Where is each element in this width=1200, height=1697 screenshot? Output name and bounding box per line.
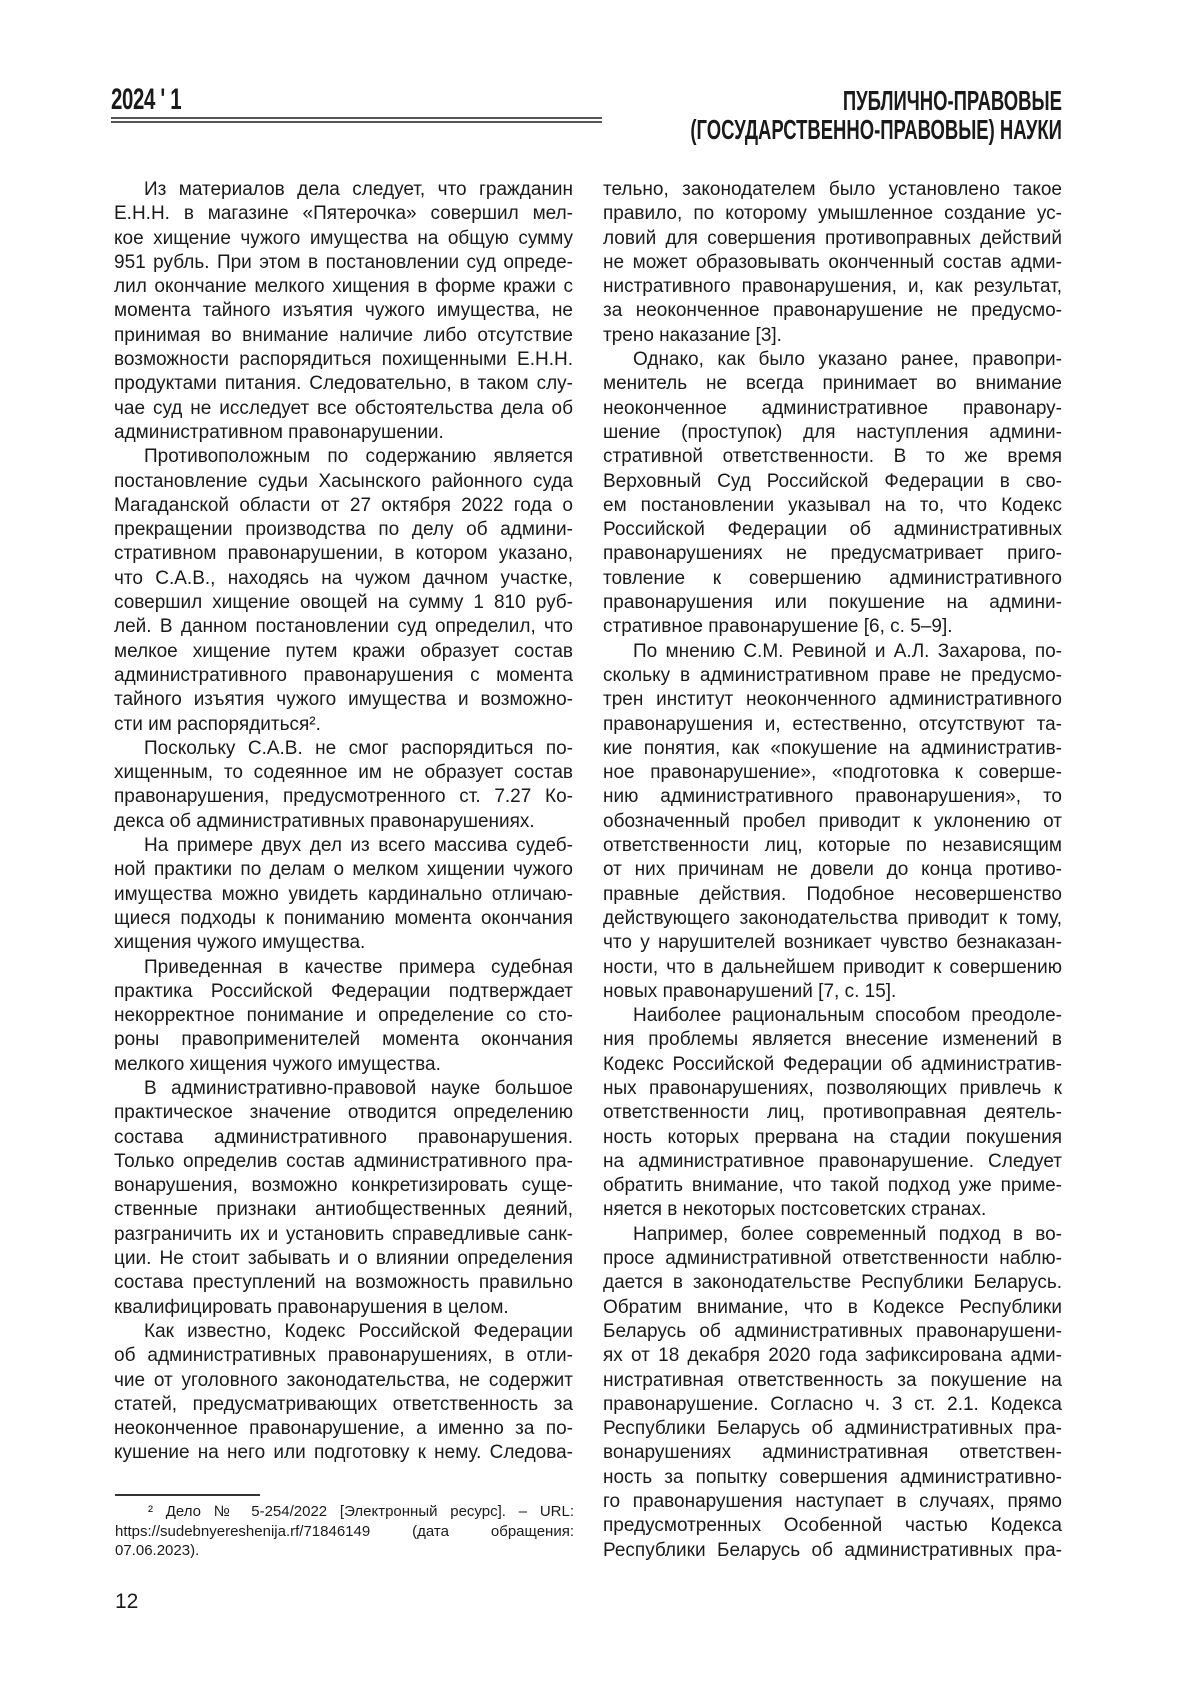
text-line: правонарушения или покушение на админи- — [603, 591, 1062, 615]
text-line: Наиболее рациональным способом преодоле- — [603, 1004, 1062, 1028]
paragraph — [603, 178, 1062, 348]
text-line: Верховный Суд Российской Федерации в сво- — [603, 470, 1062, 494]
text-line: продуктами питания. Следовательно, в таком слу- — [114, 372, 573, 396]
text-line: Республики Беларусь об административных пра- — [603, 1539, 1062, 1563]
text-line: трено наказание [3]. — [603, 324, 1062, 348]
text-line: дается в законодательстве Республики Беларусь. — [603, 1271, 1062, 1295]
text-line: момента тайного изъятия чужого имущества, не — [114, 299, 573, 323]
text-line: состава административного правонарушения. — [114, 1126, 573, 1150]
text-line: чае суд не исследует все обстоятельства дела об — [114, 397, 573, 421]
text-line: административном правонарушении. — [114, 421, 573, 445]
text-line: прекращении производства по делу об админи- — [114, 518, 573, 542]
text-line: хищения чужого имущества. — [114, 931, 573, 955]
text-line: Как известно, Кодекс Российской Федерации — [114, 1320, 573, 1344]
text-line: Из материалов дела следует, что гражданин — [114, 178, 573, 202]
section-title-line-1: ПУБЛИЧНО-ПРАВОВЫЕ — [690, 86, 1062, 115]
text-line: постановление судьи Хасынского районного суда — [114, 470, 573, 494]
text-line: 951 рубль. При этом в постановлении суд опреде- — [114, 251, 573, 275]
paragraph — [114, 1320, 573, 1466]
text-line: товление к совершению административного — [603, 567, 1062, 591]
text-line: Например, более современный подход в во- — [603, 1223, 1062, 1247]
text-line: действующего законодательства приводит к тому, — [603, 907, 1062, 931]
section-title — [690, 86, 1062, 144]
text-line: Кодекс Российской Федерации об административ- — [603, 1053, 1062, 1077]
text-line: правные действия. Подобное несовершенство — [603, 883, 1062, 907]
text-line: кие понятия, как «покушение на административ- — [603, 737, 1062, 761]
paragraph — [114, 1077, 573, 1320]
text-line: щиеся подходы к пониманию момента окончания — [114, 907, 573, 931]
page-number: 12 — [115, 1590, 138, 1614]
text-line: В административно-правовой науке большое — [114, 1077, 573, 1101]
text-line: принимая во внимание наличие либо отсутствие — [114, 324, 573, 348]
text-line: ность которых прервана на стадии покушения — [603, 1126, 1062, 1150]
text-line: скольку в административном праве не предусмо- — [603, 664, 1062, 688]
text-line: новых правонарушений [7, с. 15]. — [603, 980, 1062, 1004]
text-line: правило, по которому умышленное создание ус- — [603, 202, 1062, 226]
text-line: правонарушения, предусмотренного ст. 7.27 Ко- — [114, 785, 573, 809]
text-line: некорректное понимание и определение со сто- — [114, 1004, 573, 1028]
text-line: правонарушение. Согласно ч. 3 ст. 2.1. Кодекса — [603, 1393, 1062, 1417]
text-line: не может образовывать оконченный состав адми- — [603, 251, 1062, 275]
text-line: тайного изъятия чужого имущества и возможно- — [114, 688, 573, 712]
text-line: правонарушения и, естественно, отсутствуют та- — [603, 713, 1062, 737]
text-line: декса об административных правонарушениях. — [114, 810, 573, 834]
text-line: лей. В данном постановлении суд определил, что — [114, 615, 573, 639]
paragraph — [114, 445, 573, 737]
text-line: за неоконченное правонарушение не предусмо- — [603, 299, 1062, 323]
header-rule — [111, 117, 602, 119]
text-line: кое хищение чужого имущества на общую сумму — [114, 227, 573, 251]
text-line: ственные признаки антиобщественных деяний, — [114, 1198, 573, 1222]
text-line: ния проблемы является внесение изменений в — [603, 1028, 1062, 1052]
text-line: ях от 18 декабря 2020 года зафиксирована адми- — [603, 1344, 1062, 1368]
paragraph — [603, 1223, 1062, 1563]
text-line: от них причинам не довели до конца противо- — [603, 858, 1062, 882]
text-line: хищенным, то содеянное им не образует состав — [114, 761, 573, 785]
text-line: административного правонарушения с момента — [114, 664, 573, 688]
text-line: что С.А.В., находясь на чужом дачном участке, — [114, 567, 573, 591]
text-line: вонарушениях административная ответствен- — [603, 1441, 1062, 1465]
text-line: квалифицировать правонарушения в целом. — [114, 1296, 573, 1320]
text-line: правонарушениях не предусматривает приго- — [603, 542, 1062, 566]
text-line: Республики Беларусь об административных пра- — [603, 1417, 1062, 1441]
text-line: роны правоприменителей момента окончания — [114, 1028, 573, 1052]
paragraph — [603, 1004, 1062, 1223]
text-line: совершил хищение овощей на сумму 1 810 руб- — [114, 591, 573, 615]
text-line: По мнению С.М. Ревиной и А.Л. Захарова, по- — [603, 640, 1062, 664]
text-line: Поскольку С.А.В. не смог распорядиться по- — [114, 737, 573, 761]
text-line: няется в некоторых постсоветских странах. — [603, 1198, 1062, 1222]
text-line: кушение на него или подготовку к нему. Следова- — [114, 1441, 573, 1465]
text-line: Беларусь об административных правонарушени- — [603, 1320, 1062, 1344]
text-line: разграничить их и установить справедливые санк- — [114, 1223, 573, 1247]
footnote — [115, 1502, 574, 1561]
text-line: вонарушения, возможно конкретизировать суще- — [114, 1174, 573, 1198]
text-line: мелкого хищения чужого имущества. — [114, 1053, 573, 1077]
text-line: ответственности лиц, которые по независящим — [603, 834, 1062, 858]
text-line: нию административного правонарушения», то — [603, 785, 1062, 809]
text-line: предусмотренных Особенной частью Кодекса — [603, 1514, 1062, 1538]
text-line: На примере двух дел из всего массива судеб- — [114, 834, 573, 858]
text-line: статей, предусматривающих ответственность за — [114, 1393, 573, 1417]
text-line: стративном правонарушении, в котором указано, — [114, 542, 573, 566]
text-line: об административных правонарушениях, в отли- — [114, 1344, 573, 1368]
paragraph — [114, 834, 573, 955]
text-line: Российской Федерации об административных — [603, 518, 1062, 542]
text-line: имущества можно увидеть кардинально отличаю- — [114, 883, 573, 907]
footnote-rule — [115, 1494, 260, 1496]
text-line: стративной ответственности. В то же время — [603, 445, 1062, 469]
text-line: ность за попытку совершения административно- — [603, 1466, 1062, 1490]
text-line: Противоположным по содержанию является — [114, 445, 573, 469]
text-line: Однако, как было указано ранее, правопри- — [603, 348, 1062, 372]
text-line: ных правонарушениях, позволяющих привлечь к — [603, 1077, 1062, 1101]
text-line: возможности распорядиться похищенными Е.Н.Н. — [114, 348, 573, 372]
text-line: шение (проступок) для наступления админи- — [603, 421, 1062, 445]
paragraph — [603, 348, 1062, 640]
text-line: сти им распорядиться². — [114, 713, 573, 737]
footnote-line: https://sudebnyereshenija.rf/71846149 (дата обращения: — [115, 1522, 574, 1542]
text-line: практическое значение отводится определению — [114, 1101, 573, 1125]
text-line: лил окончание мелкого хищения в форме кражи с — [114, 275, 573, 299]
text-line: стративное правонарушение [6, с. 5–9]. — [603, 615, 1062, 639]
text-line: Е.Н.Н. в магазине «Пятерочка» совершил мел- — [114, 202, 573, 226]
text-line: неоконченное административное правонару- — [603, 397, 1062, 421]
footnote-line: ² Дело № 5-254/2022 [Электронный ресурс]. – URL: — [115, 1502, 574, 1522]
paragraph — [114, 956, 573, 1077]
text-line: ответственности лиц, противоправная деятель- — [603, 1101, 1062, 1125]
section-title-line-2: (ГОСУДАРСТВЕННО-ПРАВОВЫЕ) НАУКИ — [690, 115, 1062, 144]
text-line: состава преступлений на возможность правильно — [114, 1271, 573, 1295]
text-line: Обратим внимание, что в Кодексе Республики — [603, 1296, 1062, 1320]
journal-issue: 2024 ' 1 — [111, 84, 181, 116]
text-line: Только определив состав административного пра- — [114, 1150, 573, 1174]
text-line: ное правонарушение», «подготовка к соверше- — [603, 761, 1062, 785]
paragraph — [114, 178, 573, 445]
text-line: практика Российской Федерации подтверждает — [114, 980, 573, 1004]
text-line: Магаданской области от 27 октября 2022 года о — [114, 494, 573, 518]
text-line: чие от уголовного законодательства, не содержит — [114, 1369, 573, 1393]
text-line: Приведенная в качестве примера судебная — [114, 956, 573, 980]
paragraph — [603, 640, 1062, 1004]
paragraph — [114, 737, 573, 834]
text-line: го правонарушения наступает в случаях, прямо — [603, 1490, 1062, 1514]
left-column — [114, 178, 573, 1466]
right-column — [603, 178, 1062, 1563]
text-line: просе административной ответственности наблю- — [603, 1247, 1062, 1271]
text-line: обратить внимание, что такой подход уже приме- — [603, 1174, 1062, 1198]
header-rule — [111, 121, 602, 123]
text-line: трен институт неоконченного административного — [603, 688, 1062, 712]
text-line: обозначенный пробел приводит к уклонению от — [603, 810, 1062, 834]
text-line: неоконченное правонарушение, а именно за по- — [114, 1417, 573, 1441]
text-line: ем постановлении указывал на то, что Кодекс — [603, 494, 1062, 518]
text-line: нистративная ответственность за покушение на — [603, 1369, 1062, 1393]
text-line: ности, что в дальнейшем приводит к совершению — [603, 956, 1062, 980]
text-line: на административное правонарушение. Следует — [603, 1150, 1062, 1174]
text-line: мелкое хищение путем кражи образует состав — [114, 640, 573, 664]
text-line: тельно, законодателем было установлено такое — [603, 178, 1062, 202]
text-line: ловий для совершения противоправных действий — [603, 227, 1062, 251]
text-line: менитель не всегда принимает во внимание — [603, 372, 1062, 396]
text-line: нистративного правонарушения, и, как результат, — [603, 275, 1062, 299]
text-line: что у нарушителей возникает чувство безнаказан- — [603, 931, 1062, 955]
text-line: ции. Не стоит забывать и о влиянии определения — [114, 1247, 573, 1271]
text-line: ной практики по делам о мелком хищении чужого — [114, 858, 573, 882]
footnote-line: 07.06.2023). — [115, 1541, 574, 1561]
